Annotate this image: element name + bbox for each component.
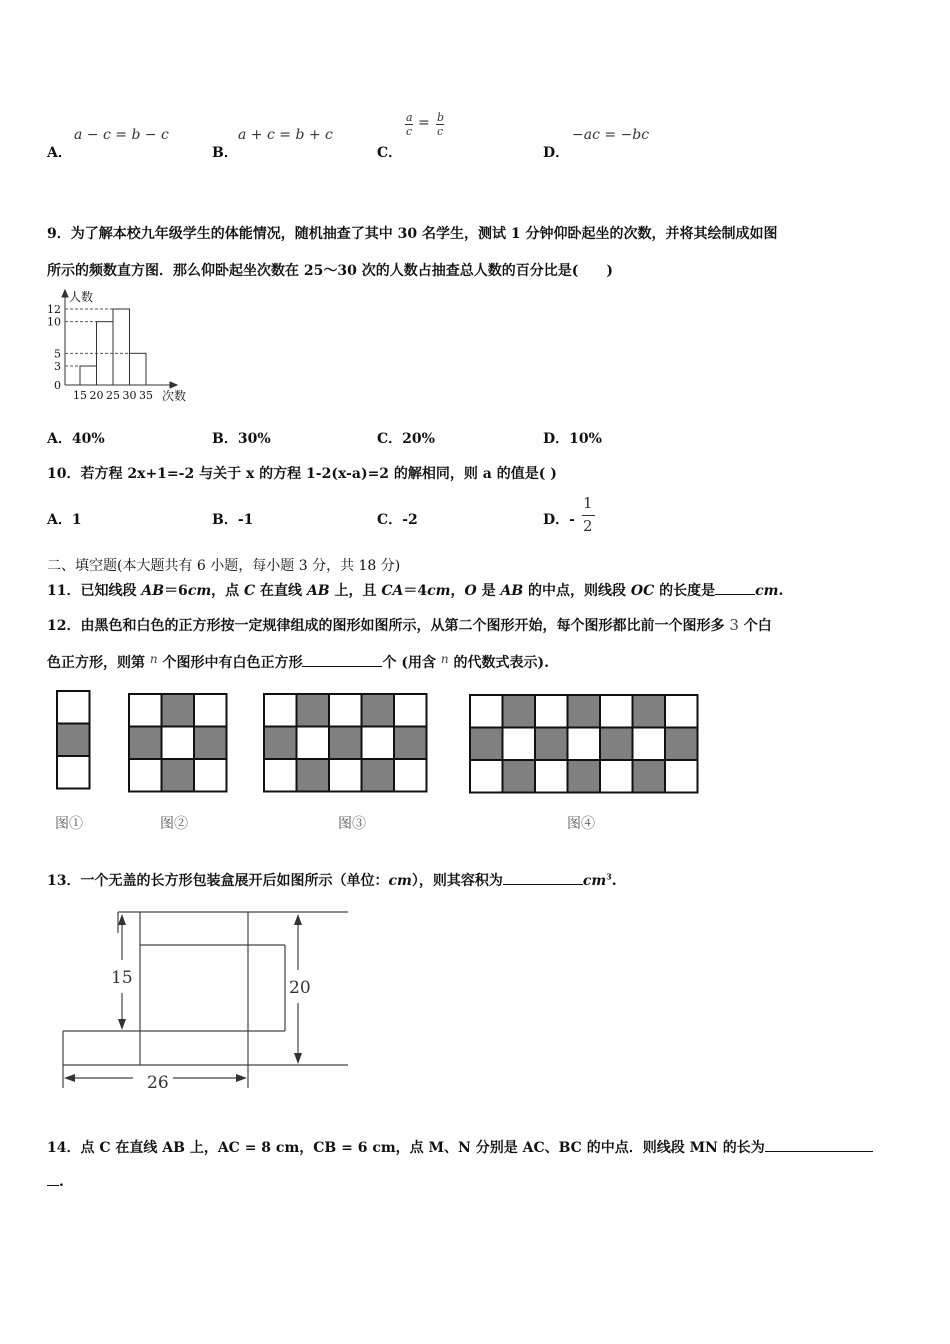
white-square: [470, 695, 503, 728]
black-square: [633, 695, 666, 728]
q10-option-a: A．1: [47, 512, 82, 528]
histogram-ylabel: 人数: [69, 290, 94, 304]
q8-option-d-label: D．: [543, 145, 570, 161]
white-square: [503, 728, 536, 761]
q8-c-den-a: c: [406, 125, 413, 138]
white-square: [535, 760, 568, 793]
histogram-y-tick: 3: [54, 360, 61, 373]
black-square: [470, 728, 503, 761]
figure-1: [57, 691, 90, 789]
q8-option-d-expr: −ac = −bc: [572, 127, 650, 143]
q13-answer-blank[interactable]: [503, 884, 583, 885]
dimension-15: 15: [111, 968, 133, 988]
q10-stem: 10．若方程 2x+1=-2 与关于 x 的方程 1-2(x-a)=2 的解相同，则 a 的值是( ): [47, 466, 557, 482]
dimension-26: 26: [147, 1073, 169, 1093]
black-square: [503, 760, 536, 793]
figure-2-label: 图②: [160, 816, 188, 832]
q14-stem: 14．点 C 在直线 AB 上，AC = 8 cm，CB = 6 cm，点 M、N 分别是 AC、BC 的中点．则线段 MN 的长为: [47, 1137, 873, 1157]
black-square: [535, 728, 568, 761]
q9-option-d: D．10%: [543, 431, 602, 447]
figure-4-label: 图④: [567, 816, 595, 832]
black-square: [362, 759, 395, 792]
q9-histogram: [44, 286, 204, 406]
q8-c-den-b: c: [437, 125, 444, 138]
q9-stem-line1: 9．为了解本校九年级学生的体能情况，随机抽查了其中 30 名学生，测试 1 分钟仰卧起坐的次数，并将其绘制成如图: [47, 226, 778, 242]
black-square: [633, 760, 666, 793]
histogram-bar: [113, 309, 130, 385]
white-square: [633, 728, 666, 761]
white-square: [568, 728, 601, 761]
black-square: [600, 728, 633, 761]
section-2-title: 二、填空题(本大题共有 6 小题，每小题 3 分，共 18 分): [47, 558, 401, 574]
x-axis-arrow: [170, 382, 177, 388]
figure-3: [264, 694, 427, 792]
q11-stem: 11．已知线段 AB＝6cm，点 C 在直线 AB 上，且 CA＝4cm，O 是 AB 的中点，则线段 OC 的长度是 cm.: [47, 583, 784, 599]
black-square: [162, 759, 195, 792]
q8-c-eq: =: [418, 115, 430, 131]
q9-option-a: A．40%: [47, 431, 105, 447]
white-square: [535, 695, 568, 728]
q10-option-d-label: D．-: [543, 512, 575, 528]
black-square: [568, 695, 601, 728]
q10-option-d-fraction: [582, 494, 596, 538]
white-square: [329, 694, 362, 727]
y-axis-arrow: [62, 290, 68, 297]
q10-option-c: C．-2: [377, 512, 418, 528]
black-square: [329, 727, 362, 760]
histogram-bar: [130, 353, 147, 385]
q8-option-b-expr: a + c = b + c: [238, 127, 333, 143]
q8-option-c-label: C．: [377, 145, 403, 161]
histogram-x-tick: 20: [89, 389, 104, 402]
black-square: [394, 727, 427, 760]
histogram-x-tick: 25: [106, 389, 120, 402]
white-square: [264, 759, 297, 792]
q12-stem-line1: 12．由黑色和白色的正方形按一定规律组成的图形如图所示，从第二个图形开始，每个图形都比前一个图形多 3 个白: [47, 616, 772, 634]
q12-stem-line2: 色正方形，则第 n 个图形中有白色正方形 个 (用含 n 的代数式表示).: [47, 652, 549, 671]
q8-c-num-a: a: [406, 111, 413, 124]
white-square: [162, 727, 195, 760]
q14-answer-blank[interactable]: [765, 1151, 873, 1152]
q9-option-b: B．30%: [212, 431, 271, 447]
black-square: [665, 728, 698, 761]
black-square: [162, 694, 195, 727]
white-square: [394, 694, 427, 727]
histogram-x-tick: 30: [122, 389, 137, 402]
white-square: [665, 760, 698, 793]
white-square: [394, 759, 427, 792]
black-square: [264, 727, 297, 760]
q12-pattern-figures: [50, 685, 710, 800]
q8-option-b-label: B．: [212, 145, 238, 161]
figure-2: [129, 694, 227, 792]
q10-d-numerator: 1: [583, 494, 593, 512]
black-square: [129, 727, 162, 760]
white-square: [329, 759, 362, 792]
white-square: [57, 691, 90, 724]
q12-answer-blank[interactable]: [302, 666, 382, 667]
q14-stem-end: .: [47, 1174, 64, 1190]
q8-option-a-expr: a − c = b − c: [74, 127, 169, 143]
white-square: [362, 727, 395, 760]
q13-stem: 13．一个无盖的长方形包装盒展开后如图所示（单位：cm），则其容积为 $cm^3$.: [47, 871, 617, 889]
black-square: [568, 760, 601, 793]
q14-answer-blank-cont: [47, 1185, 59, 1186]
q10-d-denominator: 2: [583, 517, 593, 535]
white-square: [600, 760, 633, 793]
black-square: [362, 694, 395, 727]
white-square: [470, 760, 503, 793]
white-square: [264, 694, 297, 727]
histogram-xlabel: 次数: [162, 389, 187, 403]
white-square: [600, 695, 633, 728]
q8-option-c-fraction-equation: [404, 111, 448, 141]
white-square: [129, 694, 162, 727]
black-square: [57, 724, 90, 757]
histogram-y-tick: 10: [47, 315, 61, 329]
histogram-y-tick: 12: [47, 303, 61, 316]
histogram-y-tick: 0: [54, 379, 61, 392]
white-square: [194, 759, 227, 792]
q9-stem-line2: 所示的频数直方图．那么仰卧起坐次数在 25～30 次的人数占抽查总人数的百分比是( ): [47, 263, 613, 279]
black-square: [194, 727, 227, 760]
black-square: [297, 694, 330, 727]
histogram-x-tick: 35: [139, 389, 153, 402]
histogram-y-tick: 5: [54, 347, 61, 361]
q11-answer-blank[interactable]: [715, 594, 755, 595]
white-square: [297, 727, 330, 760]
black-square: [297, 759, 330, 792]
figure-4: [470, 695, 698, 793]
dimension-20: 20: [289, 978, 311, 998]
q13-box-net-diagram: [55, 905, 355, 1095]
white-square: [129, 759, 162, 792]
q8-option-a-label: A．: [47, 145, 72, 161]
q9-option-c: C．20%: [377, 431, 435, 447]
histogram-x-tick: 15: [73, 389, 87, 402]
black-square: [503, 695, 536, 728]
figure-1-label: 图①: [55, 816, 83, 832]
figure-3-label: 图③: [338, 816, 366, 832]
q10-option-b: B．-1: [212, 512, 254, 528]
white-square: [665, 695, 698, 728]
histogram-bar: [80, 366, 97, 385]
white-square: [194, 694, 227, 727]
white-square: [57, 756, 90, 789]
q8-c-num-b: b: [437, 111, 445, 124]
